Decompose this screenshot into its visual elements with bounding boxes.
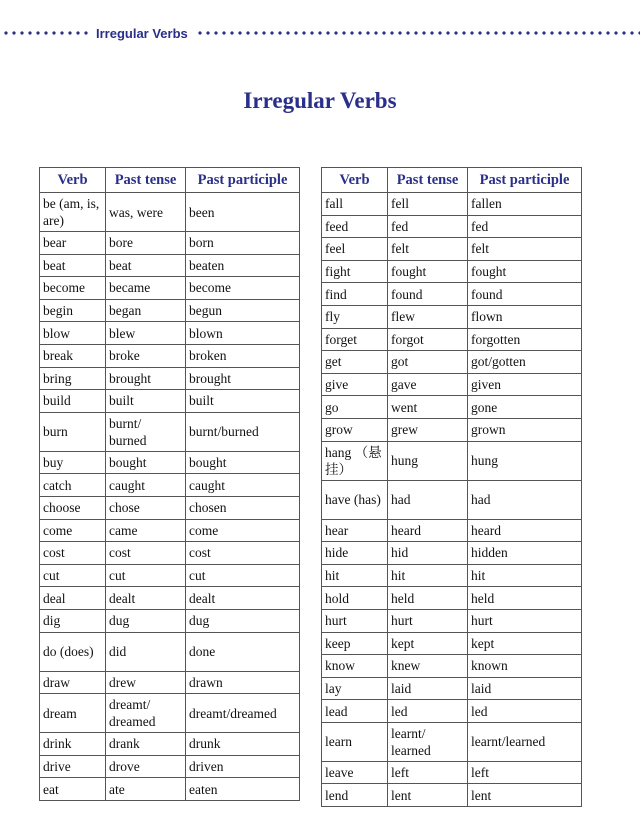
- past-participle-cell: cost: [186, 542, 300, 565]
- dotted-rule-left: [2, 31, 88, 35]
- past-participle-cell: grown: [468, 418, 582, 441]
- past-tense-cell: felt: [388, 238, 468, 261]
- past-tense-cell: drank: [106, 733, 186, 756]
- table-row: [40, 299, 300, 322]
- past-participle-cell: begun: [186, 299, 300, 322]
- verb-cell: hang （悬挂）: [322, 441, 388, 480]
- past-tense-cell: caught: [106, 474, 186, 497]
- past-participle-cell: chosen: [186, 496, 300, 519]
- verb-cell: hold: [322, 587, 388, 610]
- past-participle-cell: laid: [468, 677, 582, 700]
- table-row: [322, 215, 582, 238]
- past-participle-cell: burnt/burned: [186, 412, 300, 451]
- verb-cell: break: [40, 344, 106, 367]
- verb-cell: cut: [40, 564, 106, 587]
- past-participle-cell: heard: [468, 519, 582, 542]
- verb-cell: cost: [40, 542, 106, 565]
- running-header-title: Irregular Verbs: [96, 25, 188, 41]
- past-tense-cell: forgot: [388, 328, 468, 351]
- verb-cell: beat: [40, 254, 106, 277]
- table-row: [40, 367, 300, 390]
- past-participle-cell: born: [186, 232, 300, 255]
- verb-cell: learn: [322, 722, 388, 761]
- past-participle-cell: kept: [468, 632, 582, 655]
- past-participle-cell: drunk: [186, 733, 300, 756]
- verb-cell: leave: [322, 761, 388, 784]
- past-participle-cell: fought: [468, 260, 582, 283]
- past-participle-cell: hurt: [468, 609, 582, 632]
- past-tense-cell: lent: [388, 784, 468, 807]
- table-row: [40, 193, 300, 232]
- past-tense-cell: heard: [388, 519, 468, 542]
- column-header-past-participle: Past participle: [468, 168, 582, 193]
- past-participle-cell: bought: [186, 451, 300, 474]
- past-tense-cell: led: [388, 700, 468, 723]
- past-tense-cell: laid: [388, 677, 468, 700]
- verb-cell: forget: [322, 328, 388, 351]
- past-participle-cell: hung: [468, 441, 582, 480]
- verb-cell: get: [322, 351, 388, 374]
- table-row: [322, 722, 582, 761]
- table-row: [322, 677, 582, 700]
- verb-cell: give: [322, 373, 388, 396]
- verb-table-left: [39, 167, 300, 801]
- past-tense-cell: hung: [388, 441, 468, 480]
- past-tense-cell: fed: [388, 215, 468, 238]
- table-row: [322, 441, 582, 480]
- table-row: [322, 283, 582, 306]
- verb-cell: choose: [40, 496, 106, 519]
- past-participle-cell: drawn: [186, 671, 300, 694]
- table-header-row: [40, 168, 300, 193]
- verb-cell: burn: [40, 412, 106, 451]
- verb-cell: lend: [322, 784, 388, 807]
- past-participle-cell: got/gotten: [468, 351, 582, 374]
- past-tense-cell: drew: [106, 671, 186, 694]
- past-tense-cell: cost: [106, 542, 186, 565]
- past-tense-cell: became: [106, 277, 186, 300]
- table-row: [40, 519, 300, 542]
- past-participle-cell: caught: [186, 474, 300, 497]
- past-participle-cell: built: [186, 390, 300, 413]
- past-participle-cell: dug: [186, 609, 300, 632]
- past-participle-cell: come: [186, 519, 300, 542]
- verb-cell: have (has): [322, 480, 388, 519]
- table-row: [322, 655, 582, 678]
- past-participle-cell: flown: [468, 305, 582, 328]
- table-row: [322, 700, 582, 723]
- table-row: [322, 193, 582, 216]
- table-row: [322, 396, 582, 419]
- verb-cell: do (does): [40, 632, 106, 671]
- verb-cell: fly: [322, 305, 388, 328]
- past-participle-cell: driven: [186, 755, 300, 778]
- past-tense-cell: dealt: [106, 587, 186, 610]
- past-tense-cell: cut: [106, 564, 186, 587]
- past-tense-cell: found: [388, 283, 468, 306]
- past-participle-cell: gone: [468, 396, 582, 419]
- past-tense-cell: flew: [388, 305, 468, 328]
- verb-cell: dig: [40, 609, 106, 632]
- column-header-past-tense: Past tense: [388, 168, 468, 193]
- verb-cell: fall: [322, 193, 388, 216]
- verb-cell: hurt: [322, 609, 388, 632]
- table-row: [322, 418, 582, 441]
- verb-cell: become: [40, 277, 106, 300]
- verb-cell: buy: [40, 451, 106, 474]
- verb-cell: keep: [322, 632, 388, 655]
- dotted-rule-right: [196, 31, 640, 35]
- past-participle-cell: had: [468, 480, 582, 519]
- table-row: [40, 344, 300, 367]
- verb-cell: bear: [40, 232, 106, 255]
- column-header-verb: Verb: [40, 168, 106, 193]
- past-participle-cell: brought: [186, 367, 300, 390]
- past-tense-cell: left: [388, 761, 468, 784]
- verb-cell: drink: [40, 733, 106, 756]
- verb-cell: draw: [40, 671, 106, 694]
- past-participle-cell: felt: [468, 238, 582, 261]
- past-participle-cell: fallen: [468, 193, 582, 216]
- past-participle-cell: hit: [468, 564, 582, 587]
- past-tense-cell: blew: [106, 322, 186, 345]
- past-participle-cell: beaten: [186, 254, 300, 277]
- past-participle-cell: done: [186, 632, 300, 671]
- table-row: [322, 564, 582, 587]
- verb-cell: know: [322, 655, 388, 678]
- past-participle-cell: blown: [186, 322, 300, 345]
- past-participle-cell: led: [468, 700, 582, 723]
- past-tense-cell: did: [106, 632, 186, 671]
- past-participle-cell: been: [186, 193, 300, 232]
- table-row: [40, 496, 300, 519]
- past-tense-cell: burnt/ burned: [106, 412, 186, 451]
- table-row: [40, 564, 300, 587]
- verb-cell: find: [322, 283, 388, 306]
- past-tense-cell: went: [388, 396, 468, 419]
- past-tense-cell: bought: [106, 451, 186, 474]
- verb-cell: be (am, is, are): [40, 193, 106, 232]
- table-row: [40, 587, 300, 610]
- table-row: [40, 277, 300, 300]
- past-tense-cell: grew: [388, 418, 468, 441]
- past-tense-cell: beat: [106, 254, 186, 277]
- verb-cell: bring: [40, 367, 106, 390]
- past-tense-cell: hid: [388, 542, 468, 565]
- table-row: [322, 238, 582, 261]
- verb-cell: begin: [40, 299, 106, 322]
- table-row: [322, 761, 582, 784]
- past-tense-cell: began: [106, 299, 186, 322]
- past-tense-cell: was, were: [106, 193, 186, 232]
- past-tense-cell: built: [106, 390, 186, 413]
- past-tense-cell: dug: [106, 609, 186, 632]
- past-participle-cell: known: [468, 655, 582, 678]
- table-row: [322, 542, 582, 565]
- table-row: [322, 305, 582, 328]
- verb-cell: dream: [40, 694, 106, 733]
- verb-cell: hit: [322, 564, 388, 587]
- past-participle-cell: lent: [468, 784, 582, 807]
- past-tense-cell: broke: [106, 344, 186, 367]
- past-participle-cell: dealt: [186, 587, 300, 610]
- verb-cell: come: [40, 519, 106, 542]
- table-row: [40, 778, 300, 801]
- column-header-past-participle: Past participle: [186, 168, 300, 193]
- page-title: Irregular Verbs: [243, 88, 397, 113]
- table-row: [40, 254, 300, 277]
- verb-cell: lead: [322, 700, 388, 723]
- past-tense-cell: held: [388, 587, 468, 610]
- past-tense-cell: had: [388, 480, 468, 519]
- table-row: [40, 542, 300, 565]
- table-row: [322, 260, 582, 283]
- past-tense-cell: fell: [388, 193, 468, 216]
- table-row: [40, 390, 300, 413]
- verb-cell: feel: [322, 238, 388, 261]
- past-tense-cell: dreamt/ dreamed: [106, 694, 186, 733]
- past-participle-cell: broken: [186, 344, 300, 367]
- past-tense-cell: learnt/ learned: [388, 722, 468, 761]
- column-header-past-tense: Past tense: [106, 168, 186, 193]
- past-tense-cell: fought: [388, 260, 468, 283]
- verb-cell: hear: [322, 519, 388, 542]
- past-participle-cell: found: [468, 283, 582, 306]
- column-header-verb: Verb: [322, 168, 388, 193]
- past-tense-cell: hit: [388, 564, 468, 587]
- table-row: [40, 412, 300, 451]
- table-row: [40, 694, 300, 733]
- verb-cell: grow: [322, 418, 388, 441]
- past-tense-cell: brought: [106, 367, 186, 390]
- verb-cell: build: [40, 390, 106, 413]
- past-participle-cell: hidden: [468, 542, 582, 565]
- past-tense-cell: bore: [106, 232, 186, 255]
- table-row: [322, 632, 582, 655]
- past-participle-cell: become: [186, 277, 300, 300]
- past-tense-cell: kept: [388, 632, 468, 655]
- verb-cell: feed: [322, 215, 388, 238]
- past-tense-cell: came: [106, 519, 186, 542]
- verb-cell: drive: [40, 755, 106, 778]
- table-row: [322, 373, 582, 396]
- verb-cell: fight: [322, 260, 388, 283]
- past-tense-cell: chose: [106, 496, 186, 519]
- past-participle-cell: cut: [186, 564, 300, 587]
- past-participle-cell: eaten: [186, 778, 300, 801]
- verb-cell: go: [322, 396, 388, 419]
- table-row: [40, 322, 300, 345]
- past-tense-cell: drove: [106, 755, 186, 778]
- table-row: [40, 474, 300, 497]
- past-participle-cell: learnt/learned: [468, 722, 582, 761]
- table-row: [40, 733, 300, 756]
- verb-cell: deal: [40, 587, 106, 610]
- verb-cell: hide: [322, 542, 388, 565]
- table-row: [322, 351, 582, 374]
- past-participle-cell: fed: [468, 215, 582, 238]
- verb-table-right: [321, 167, 582, 807]
- table-row: [40, 755, 300, 778]
- table-header-row: [322, 168, 582, 193]
- past-tense-cell: gave: [388, 373, 468, 396]
- table-row: [322, 609, 582, 632]
- running-header: [0, 22, 640, 44]
- table-row: [40, 609, 300, 632]
- table-row: [322, 480, 582, 519]
- past-tense-cell: knew: [388, 655, 468, 678]
- table-row: [322, 784, 582, 807]
- verb-cell: catch: [40, 474, 106, 497]
- verb-cell: eat: [40, 778, 106, 801]
- past-participle-cell: dreamt/dreamed: [186, 694, 300, 733]
- table-row: [322, 587, 582, 610]
- past-participle-cell: given: [468, 373, 582, 396]
- table-row: [322, 328, 582, 351]
- table-row: [322, 519, 582, 542]
- past-participle-cell: left: [468, 761, 582, 784]
- past-tense-cell: ate: [106, 778, 186, 801]
- table-row: [40, 451, 300, 474]
- table-row: [40, 671, 300, 694]
- past-tense-cell: got: [388, 351, 468, 374]
- table-row: [40, 632, 300, 671]
- past-participle-cell: forgotten: [468, 328, 582, 351]
- past-tense-cell: hurt: [388, 609, 468, 632]
- verb-cell: blow: [40, 322, 106, 345]
- table-row: [40, 232, 300, 255]
- past-participle-cell: held: [468, 587, 582, 610]
- verb-cell: lay: [322, 677, 388, 700]
